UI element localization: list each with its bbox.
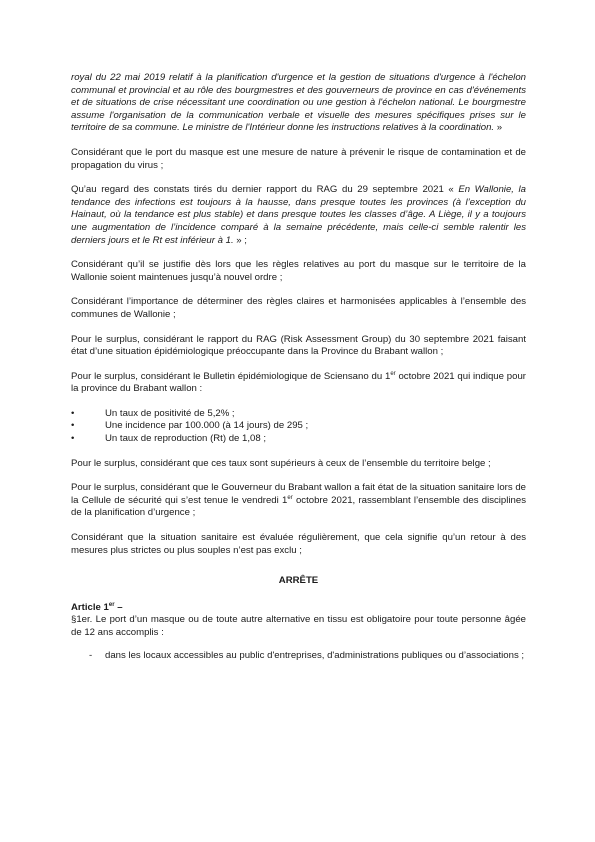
rag-quote: En Wallonie, la tendance des infections est toujours à la hausse, dans presque toutes les provinces (à l’exception du Hainaut, où la tendance est plus stable) et dans presque toutes les classes d’âge. A Liège, il y a toujours une augmentation de l’incidence comparé à la semaine précédente, mais celle-ci semble ralentir les derniers jours et le Rt est inférieur à 1.: [71, 184, 527, 246]
paragraph-taux: Pour le surplus, considérant que ces taux sont supérieurs à ceux de l’ensemble du territoire belge ;: [71, 457, 491, 469]
document-body: [71, 72, 526, 662]
gouverneur-after: octobre 2021, rassemblant l’ensemble des disciplines de la planification d’urgence ;: [71, 494, 526, 519]
dash-mark: -: [89, 649, 93, 661]
paragraph-masque: Considérant que le port du masque est une mesure de nature à prévenir le risque de contamination et de propagation du virus ;: [71, 146, 526, 171]
bullet-list: [71, 408, 526, 446]
bulletin-before: Pour le surplus, considérant le Bulletin épidémiologique de Sciensano du 1: [71, 370, 391, 382]
intro-quote: [71, 72, 526, 135]
paragraph-importance: Considérant l’importance de déterminer des règles claires et harmonisées applicables à l’ensemble des communes de Wallonie ;: [71, 296, 526, 320]
list-item: [71, 433, 526, 446]
article-paragraph-1: §1er. Le port d’un masque ou de toute autre alternative en tissu est obligatoire pour toute personne âgée de 12 ans accomplis :: [71, 614, 526, 638]
rag-after: » ;: [233, 234, 247, 246]
paragraph-rag: [71, 184, 526, 247]
article-suffix: –: [114, 601, 123, 613]
gouverneur-sup: er: [287, 494, 293, 501]
paragraph-gouverneur: [71, 482, 526, 520]
article-heading: [71, 602, 526, 615]
paragraph-bulletin: [71, 371, 526, 396]
list-item-text: Une incidence par 100.000 (à 14 jours) de 295 ;: [105, 420, 309, 432]
bulletin-sup: er: [390, 370, 396, 377]
list-item-text: dans les locaux accessibles au public d'entreprises, d'administrations publiques ou d’associations ;: [105, 649, 525, 661]
bullet-mark: •: [71, 420, 75, 432]
dash-list: [71, 650, 526, 663]
bullet-mark: •: [71, 433, 75, 445]
paragraph-rapport: Pour le surplus, considérant le rapport du RAG (Risk Assessment Group) du 30 septembre 2021 faisant état d’une situation épidémiologique préoccupante dans la Province du Brabant wallon ;: [71, 333, 526, 358]
list-item: [71, 408, 526, 421]
list-item: [71, 420, 526, 433]
bullet-mark: •: [71, 407, 75, 419]
paragraph-situation: Considérant que la situation sanitaire est évaluée régulièrement, que cela signifie qu’un retour à des mesures plus strictes ou plus souples n’est pas exclu ;: [71, 532, 526, 556]
list-item-text: Un taux de positivité de 5,2% ;: [105, 407, 235, 419]
paragraph-regles: Considérant qu’il se justifie dès lors que les règles relatives au port du masque sur le territoire de la Wallonie soient maintenues jusqu’à nouvel ordre ;: [71, 259, 526, 283]
article-sup: er: [108, 601, 115, 608]
intro-quote-suffix: »: [494, 122, 503, 134]
bulletin-after: octobre 2021 qui indique pour la province du Brabant wallon :: [71, 370, 526, 395]
gouverneur-before: Pour le surplus, considérant que le Gouverneur du Brabant wallon a fait état de la situation sanitaire lors de la Cellule de sécurité qui s’est tenue le vendredi 1: [71, 482, 526, 506]
list-item: [71, 650, 526, 663]
arrete-heading: ARRÊTE: [278, 575, 319, 587]
list-item-text: Un taux de reproduction (Rt) de 1,08 ;: [105, 433, 267, 445]
rag-before: Qu’au regard des constats tirés du dernier rapport du RAG du 29 septembre 2021 «: [71, 184, 459, 196]
article-label: Article 1: [71, 601, 109, 613]
intro-quote-text: royal du 22 mai 2019 relatif à la planification d'urgence et la gestion de situations d'urgence à l'échelon communal et provincial et au rôle des bourgmestres et des gouverneurs de province en cas d'événements et de situations de crise nécessitant une coordination ou une gestion à l'échelon national. Le bourgmestre assume l'organisation de la communication verbale et visuelle des mesures spécifiques prises sur le territoire de sa commune. Le ministre de l'Intérieur donne les instructions relatives à la coordination.: [71, 72, 526, 134]
